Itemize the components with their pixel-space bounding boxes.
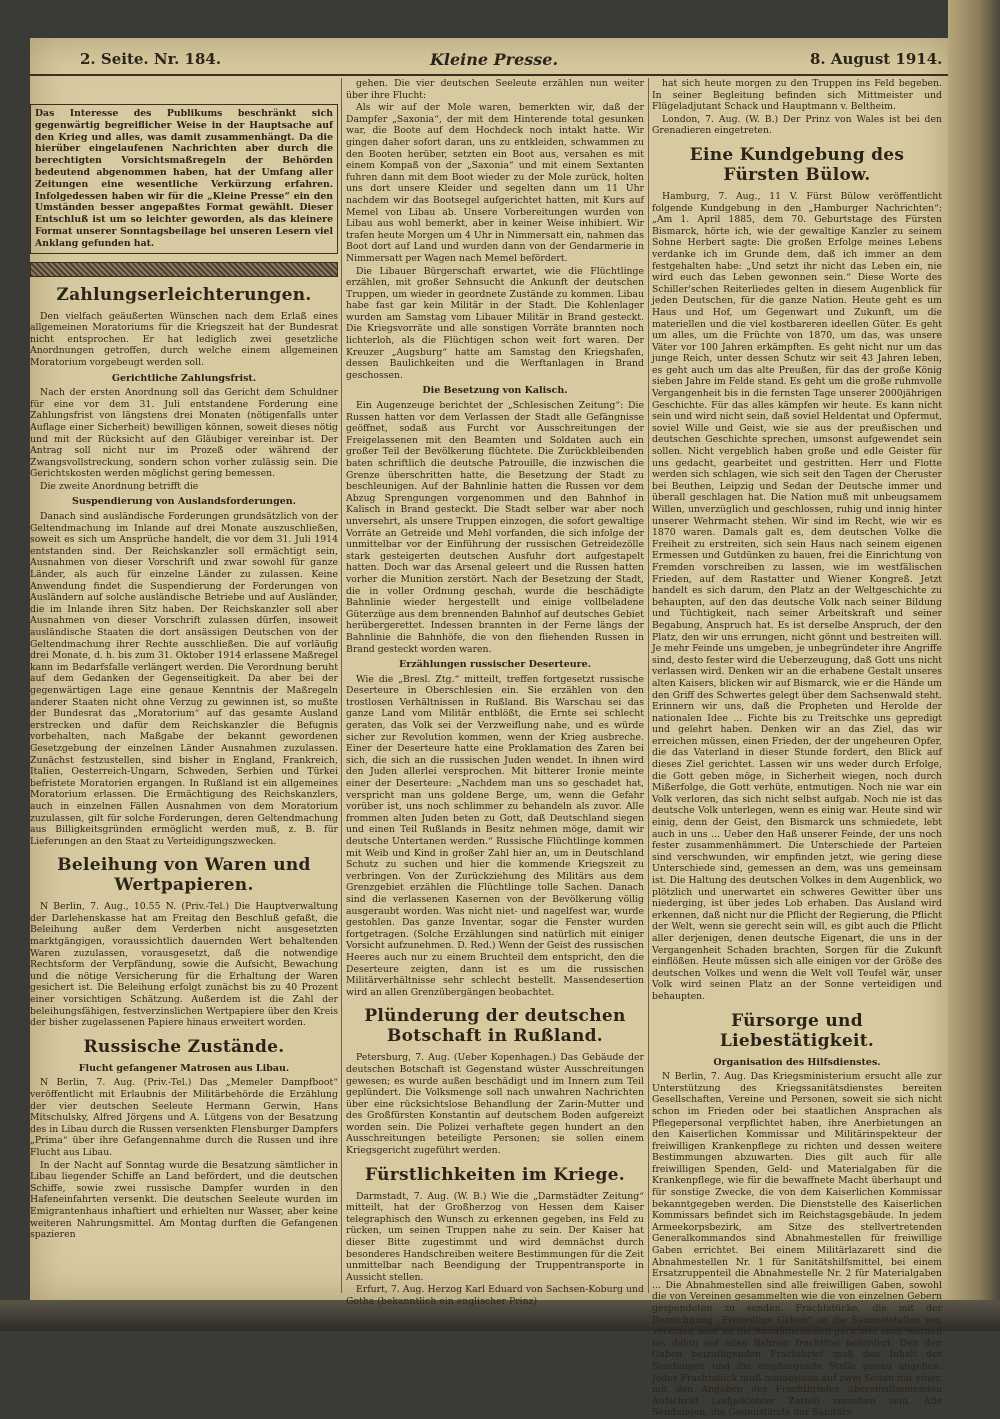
paragraph: Darmstadt, 7. Aug. (W. B.) Wie die „Darmstädter Zeitung“ mitteilt, hat der Großherzog von Hessen dem Kaiser telegraphisch den Wunsch zu erkennen gegeben, ins Feld zu rücken, um seinen Truppen nahe zu sein. Der Kaiser hat dieser Bitte zugestimmt und wird demnächst durch besonderes Handschreiben weitere Bestimmungen für die Zeit unmittelbar nach Beendigung der Truppentransporte in Aussicht stellen. [346,1190,644,1283]
paragraph: London, 7. Aug. (W. B.) Der Prinz von Wales ist bei den Grenadieren eingetreten. [652,113,942,137]
subheading: Die Besetzung von Kalisch. [422,385,568,397]
column-3 [652,78,942,1419]
column-rule [341,78,342,1293]
subheading: Flucht gefangener Matrosen aus Libau. [78,1062,290,1074]
paragraph: Petersburg, 7. Aug. (Ueber Kopenhagen.) Das Gebäude der deutschen Botschaft ist Gegenstand wüster Ausschreitungen gewesen; es wurde außen beschädigt und im Innern zum Teil geplündert. Die Volksmenge soll nach unwahren Nachrichten über eine rücksichtslose Behandlung der Zarin-Mutter und des Großfürsten Konstantin auf deutschem Boden aufgereizt worden sein. Die Polizei verhaftete gegen hundert an den Ausschreitungen beteiligte Personen; sie sollen einem Kriegsgericht zugeführt werden. [346,1052,644,1157]
newspaper-page [30,38,948,1419]
paragraph: hat sich heute morgen zu den Truppen ins Feld begeben. In seiner Begleitung befinden sich Mittmeister und Flügeladjutant Schack und Hauptmann v. Beltheim. [652,78,942,113]
headline-zahlungserleichterungen: Zahlungserleichterungen. [56,284,312,305]
headline-beleihung: Beleihung von Waren und Wertpapieren. [57,855,311,896]
headline-kundgebung-buelow: Eine Kundgebung des Fürsten Bülow. [689,144,905,185]
paragraph: Den vielfach geäußerten Wünschen nach dem Erlaß eines allgemeinen Moratoriums für die Kriegszeit hat der Bundesrat nicht entsprochen. Er hat lediglich zwei gesetzliche Anordnungen getroffen, durch welche einem allgemeinen Moratorium vorgebeugt werden soll. [30,310,338,368]
headline-pluenderung: Plünderung der deutschen Botschaft in Rußland. [364,1006,626,1047]
paragraph: In der Nacht auf Sonntag wurde die Besatzung sämtlicher in Libau liegender Schiffe an Land befördert, und die deutschen Schiffe, sowie zwei russische Dampfer wurden in den Hafeneinfahrten versenkt. Die deutschen Seeleute wurden im Emigrantenhaus inhaftiert und erhielten nur Wasser, aber keine weiteren Nahrungsmittel. Am Montag durften die Gefangenen spazieren [30,1159,338,1241]
paragraph: Ein Augenzeuge berichtet der „Schlesischen Zeitung“: Die Russen hatten vor dem Verlassen der Stadt alle Gefängnisse geöffnet, sodaß aus Furcht vor Ausschreitungen der Freigelassenen mit den Beamten und Soldaten auch ein großer Teil der Bevölkerung flüchtete. Die Zurückbleibenden baten schriftlich die deutsche Patrouille, die inzwischen die Grenze überschritten hatte, die Besetzung der Stadt zu beschleunigen. Auf der Bahnlinie hatten die Russen vor dem Abzug Sprengungen vorgenommen und den Bahnhof in Kalisch in Brand gesteckt. Die Stadt selber war aber noch unversehrt, als unsere Truppen einzogen, die sofort gewaltige Vorräte an Getreide und Mehl vorfanden, die sich infolge der unmittelbar vor der Einführung der russischen Getreidezölle stark gesteigerten deutschen Ausfuhr dort aufgestapelt hatten. Doch war das Arsenal geleert und die Russen hatten vorher die Munition zerstört. Nach der Besetzung der Stadt, die in voller Ordnung geschah, wurde die beschädigte Bahnlinie wieder hergestellt und einige vollbeladene Güterzüge aus dem brennenden Bahnhof auf deutsches Gebiet herübergerettet. Indessen brannten in der Ferne längs der Bahnlinie die Bahnhöfe, die von den fliehenden Russen in Brand gesteckt worden waren. [346,400,644,655]
subheading: Erzählungen russischer Deserteure. [398,659,592,671]
paragraph: Nach der ersten Anordnung soll das Gericht dem Schuldner für eine vor dem 31. Juli entstandene Forderung eine Zahlungsfrist von längstens drei Monaten (nötigenfalls unter Auflage einer Sicherheit) bewilligen können, soweit dieses nötig und mit der Rücksicht auf den Gläubiger vereinbar ist. Der Antrag soll nicht nur im Prozeß oder während der Zwangsvollstreckung, sondern schon vorher zulässig sein. Die Gerichtskosten werden möglichst gering bemessen. [30,387,338,480]
column-rule [648,78,649,1293]
paragraph: Die Libauer Bürgerschaft erwartet, wie die Flüchtlinge erzählen, mit großer Sehnsucht die Ankunft der deutschen Truppen, um wieder in geordnete Zustände zu kommen. Libau habe fast gar kein Militär in der Stadt. Die Kohlenlager wurden am Samstag vom Libauer Militär in Brand gesteckt. Die Kriegsvorräte und alle sonstigen Vorräte brannten noch lichterloh, als die Flüchtigen schon weit fort waren. Der Kreuzer „Augsburg“ hatte am Samstag den Kriegshafen, dessen Baulichkeiten und die Werftanlagen in Brand geschossen. [346,265,644,381]
paragraph: N Berlin, 7. Aug., 10.55 N. (Priv.-Tel.) Die Hauptverwaltung der Darlehenskasse hat am Freitag den Beschluß gefaßt, die Beleihung außer dem Verderben nicht ausgesetzten marktgängigen, voraussichtlich dauernden Wert behaltenden Waren zuzulassen, vorausgesetzt, daß die notwendige Rechtsform der Verpfändung, sowie die Aufsicht, Bewachung und die nötige Versicherung für die Erhaltung der Waren gesichert ist. Die Beleihung erfolgt zunächst bis zu 40 Prozent einer vorsichtigen Schätzung. Außerdem ist die Zahl der beleihungsfähigen, festverzinslichen Wertpapiere über den Kreis der bisher zugelassenen Papiere hinaus erweitert worden. [30,901,338,1029]
paragraph: gehen. Die vier deutschen Seeleute erzählen nun weiter über ihre Flucht: [346,78,644,101]
decorative-bar [30,262,338,277]
format-notice: Das Interesse des Publikums beschränkt sich gegenwärtig begreiflicher Weise in der Hauptsache auf den Krieg und alles, was damit zusammenhängt. Da die hierüber eingelaufenen Nachrichten aber durch die berechtigten Vorsichtsmaßregeln der Behörden bedeutend abgenommen haben, hat der Umfang aller Zeitungen eine wesentliche Verkürzung erfahren. Infolgedessen haben wir für die „Kleine Presse“ ein den Umständen besser angepaßtes Format gewählt. Dieser Entschluß ist um so leichter geworden, als das kleinere Format unserer Sonntagsbeilage bei unseren Lesern viel Anklang gefunden hat. [30,104,338,254]
paragraph: Die zweite Anordnung betrifft die [40,480,199,492]
paragraph: Als wir auf der Mole waren, bemerkten wir, daß der Dampfer „Saxonia“, der mit dem Hinterende total gesunken war, die Boote auf dem Hochdeck noch intakt hatte. Wir gingen daher sofort daran, uns zu entkleiden, schwammen zu den Booten herüber, setzten ein Boot aus, versahen es mit einem Kompaß von der „Saxonia“ und mit einem Sextanten fuhren dann mit dem Boot wieder zu der Mole zurück, holten uns dort unsere Kleider und segelten dann um 11 Uhr nachdem wir das Bootsegel aufgerichtet hatten, mit Kurs auf Memel von Libau ab. Unsere Vorbereitungen wurden von Libau aus wohl bemerkt, aber in keiner Weise inhibiert. Wir trafen heute Morgen um 4 Uhr in Nimmersatt ein, nahmen das Boot dort auf Land und wurden dann von der Gendarmerie in Nimmersatt per Wagen nach Memel befördert. [346,102,644,264]
paragraph: N Berlin, 7. Aug. (Priv.-Tel.) Das „Memeler Dampfboot“ veröffentlicht mit Erlaubnis der Militärbehörde die Erzählung der vier deutschen Seeleute Hermann Gerwin, Hans Mitschulsky, Alfred Jörgens und A. Lütgens von der Besatzung des in Libau durch die Russen versenkten Flensburger Dampfers „Prima“ über ihre Gefangennahme durch die Russen und ihre Flucht aus Libau. [30,1077,338,1158]
paragraph: Hamburg, 7. Aug., 11 V. Fürst Bülow veröffentlicht folgende Kundgebung in den „Hamburger Nachrichten“: „Am 1. April 1885, dem 70. Geburtstage des Fürsten Bismarck, hörte ich, wie der gewaltige Kanzler zu seinem Sohne Herbert sagte: Die großen Erfolge meines Lebens verdanke ich im Grunde dem, daß ich immer an dem festgehalten habe: „Und setzt ihr nicht das Leben ein, nie wird euch das Leben gewonnen sein.“ Diese Worte des Schiller'schen Reiterliedes gelten in diesem Augenblick für jeden Deutschen, für die ganze Nation. Heute geht es um Haus und Hof, um Gegenwart und Zukunft, um die materiellen und die viel kostbareren ideellen Güter. Es geht um alles, um die Früchte von 1870, um das, was unsere Väter vor 100 Jahren erkämpften. Es geht nicht nur um das junge Reich, unter dessen Schutz wir seit 43 Jahren leben, es geht auch um das alte Preußen, für das der große König sieben Jahre im Felde stand. Es geht um die große ruhmvolle Vergangenheit bis in die fernsten Tage unserer 2000jährigen Geschichte. Für das alles kämpfen wir heute. Es kann nicht sein und wird nicht sein, daß soviel Heldentat und Opfermut, soviel Wille und Geist, wie sie aus der preußischen und deutschen Geschichte sprechen, umsonst aufgewendet sein sollen. Nicht vergeblich haben große und edle Geister für uns gedacht, gearbeitet und gestritten. Herr und Flotte werden sich schlagen, wie sich seit den Tagen der Cheruster bei Beuthen, Leipzig und Sedan der Deutsche immer und überall geschlagen hat. Die Nation muß mit unbeugsamem Willen, unverzüglich und geschlossen, ruhig und innig hinter unserer Wehrmacht stehen. Wir sind im Recht, wie wir es 1870 waren. Damals galt es, dem deutschen Volke die Freiheit zu erstreiten, sich sein Haus nach seinem eigenen Ermessen und Gutdünken zu bauen, frei die Einrichtung von Fremden vorschreiben zu lassen, wie im westfälischen Frieden, auf dem Rastatter und Wiener Kongreß. Jetzt handelt es sich darum, den Platz an der Weltgeschichte zu behaupten, auf den das deutsche Volk nach seiner Bildung und Tüchtigkeit, nach seiner Arbeitskraft und seiner Begabung, Anspruch hat. Es ist derselbe Anspruch, der den Platz, den wir uns errungen, nicht gönnt und bestreiten will. Je mehr Feinde uns umgeben, je unbegründeter ihre Angriffe sind, desto fester wird die Ueberzeugung, daß Gott uns nicht verlassen wird. Denken wir an die erhabene Gestalt unseres alten Kaisers, blicken wir auf Bismarck, wie er die Hände um den Griff des Schwertes gelegt über dem Sachsenwald steht. Erinnern wir uns, daß die Propheten und Herolde der nationalen Idee ... Fichte bis zu Treitschke uns gepredigt und gelehrt haben. Denken wir an das Ziel, das wir erreichen müssen, einen Frieden, der der ungeheuren Opfer, die das Vaterland in dieser Stunde fordert, den Blick auf dieses Ziel gerichtet. Lassen wir uns weder durch Erfolge, die Gott geben möge, in Sicherheit wiegen, noch durch Mißerfolge, die Gott verhüte, entmutigen. Noch nie war ein Volk verloren, das sich nicht selbst aufgab. Noch nie ist das deutsche Volk unterlegen, wenn es einig war. Heute sind wir einig, denn der Geist, den Bismarck uns schmiedete, lebt auch in uns ... Ueber den Haß unserer Feinde, der uns noch fester zusammenhämmert. Die Unterschiede der Parteien sind verschwunden, wir empfinden jetzt, wie gering diese Unterschiede sind, gemessen an dem, was uns gemeinsam ist. Die Haltung des deutschen Volkes in dem Augenblick, wo plötzlich und unerwartet ein schweres Gewitter über uns niederging, ist über jedes Lob erhaben. Das Ausland wird erkennen, daß nicht nur die Pflicht der Regierung, die Pflicht der Welt, wenn sie gerecht sein will, es gibt auch die Pflicht aller derjenigen, denen deutsche Eigenart, die uns in der Vergangenheit Schaden brachten, Sorgen für die Zukunft einflößen. Heute müssen sich alle einigen vor der Größe des deutschen Volkes und wenn die Welt voll Teufel wär, unser Volk wird seinen Platz an der Sonne verteidigen und behaupten. [652,190,942,1002]
masthead [30,38,948,76]
book-binding-edge [948,0,1000,1331]
subheading: Organisation des Hilfsdienstes. [713,1056,881,1068]
column-1 [30,78,338,1293]
column-2 [346,78,644,1307]
paragraph: N Berlin, 7. Aug. Das Kriegsministerium ersucht alle zur Unterstützung des Kriegssanitätsdienstes bereiten Gesellschaften, Vereine und Personen, soweit sie sich nicht schon im Frieden oder bei staatlichen Ansprachen als Pflegepersonal verpflichtet haben, ihre Anerbietungen an den Kaiserlichen Kommissar und Militärinspekteur der freiwilligen Krankenpflege zu richten und dessen weitere Bestimmungen abzuwarten. Dies gilt auch für alle freiwilligen Spenden, Geld- und Materialgaben für die Krankenpflege, wie für die bewaffnete Macht überhaupt und für sonstige Zwecke, die von dem Kaiserlichen Kommissar bekanntgegeben werden. Die Dienststelle des Kaiserlichen Kommissars befindet sich im Reichstagsgebäude. In jedem Armeekorpsbezirk, am Sitze des stellvertretenden Generalkommandos sind Abnahmestellen für freiwillige Gaben errichtet. Bei einem Militärlazarett sind die Abnahmestellen Nr. 1 für Sanitätshilfsmittel, bei einem Ersatzruppenteil die Abnahmestelle Nr. 2 für Materialgaben ... Die Abnahmestellen sind alle freiwilligen Gaben, sowohl die von Vereinen gesammelten wie die von einzelnen Gebern gespendeten zu senden. Frachtstücke, die mit der Bezeichnung „Freiwillige Gaben“ an die Sammelstellen von Vereinen oder an die Abnahmestellen gerichtet sind, werden bis dahin auf allen Bahnen frachtfrei befördert. Den den Gaben beizufügenden Frachtbrief muß den Inhalt der Sendungen und die empfangende Stelle genau angeben. Jedes Frachtstück muß mindestens auf zwei Seiten mit einer, mit den Angaben des Frachtbriefes übereinstimmenden Aufschrift (aufgeklebter Zettel) versehen sein. Alle Sendungen, die Gegenstände der Sanitäts- [652,1071,942,1419]
subheading: Suspendierung von Auslandsforderungen. [72,496,296,508]
issue-date: 8. August 1914. [810,50,943,68]
paragraph: Erfurt, 7. Aug. Herzog Karl Eduard von Sachsen-Koburg und Gotha (bekanntlich ein englischer Prinz) [346,1284,644,1307]
page-number: 2. Seite. Nr. 184. [80,50,222,68]
headline-fuersorge: Fürsorge und Liebestätigkeit. [719,1010,875,1051]
subheading: Gerichtliche Zahlungsfrist. [111,372,257,384]
headline-fuerstlichkeiten: Fürstlichkeiten im Kriege. [365,1164,625,1185]
newspaper-title: Kleine Presse. [430,50,559,69]
headline-russische-zustaende: Russische Zustände. [83,1036,285,1057]
paragraph: Danach sind ausländische Forderungen grundsätzlich von der Geltendmachung im Inlande auf drei Monate auszuschließen, soweit es sich um Ansprüche handelt, die vor dem 31. Juli 1914 entstanden sind. Der Reichskanzler soll ermächtigt sein, Ausnahmen von dieser Vorschrift und zwar sowohl für ganze Länder, als auch für einzelne Länder zu zulassen. Keine Anwendung findet die Suspendierung der Forderungen von Ausländern auf solche ausländische Betriebe und auf Ausländer, die im Inlande ihren Sitz haben. Der Reichskanzler soll aber Ausnahmen von dieser Vorschrift zulassen dürfen, insoweit ausländische Staaten die dort ansässigen Deutschen von der Geltendmachung ihrer Rechte ausschließen. Die auf vorläufig drei Monate, d. h. bis zum 31. Oktober 1914 erlassene Maßregel kann im Bedarfsfalle verlängert werden. Die Verordnung beruht auf dem Gedanken der Gegenseitigkeit. Da aber bei der gegenwärtigen Lage eine genaue Kenntnis der Maßregeln anderer Staaten nicht ohne Verzug zu gewinnen ist, so mußte der Bundesrat das „Moratorium“ auf das gesamte Ausland erstrecken und dafür dem Reichskanzler die Befugnis vorbehalten, nach Maßgabe der bekannt gewordenen Gesetzgebung der einzelnen Länder Ausnahmen zuzulassen. Zunächst festzustellen, sind bisher in England, Frankreich, Italien, Oesterreich-Ungarn, Schweden, Serbien und Türkei befristete Moratorien ergangen. In Rußland ist ein allgemeines Moratorium erlassen. Die Ermächtigung des Reichskanzlers, auch in einzelnen Fällen Ausnahmen von dem Moratorium zuzulassen, gilt für solche Forderungen, deren Geltendmachung aus Billigkeitsgründen ermöglicht werden muß, z. B. für Lieferungen an den Staat zu Verteidigungszwecken. [30,511,338,847]
paragraph: Wie die „Bresl. Ztg.“ mitteilt, treffen fortgesetzt russische Deserteure in Oberschlesien ein. Sie erzählen von den trostlosen Verhältnissen in Rußland. Bis Warschau sei das ganze Land vom Militär entblößt, die Ernte sei schlecht geraten, das Volk sei der Verzweiflung nahe, und es würde sicher zur Revolution kommen, wenn der Krieg ausbreche. Einer der Deserteure hatte eine Proklamation des Zaren bei sich, die sich an die russischen Juden wendet. In ihnen wird den Juden allerlei versprochen. Mit bitterer Ironie meinte einer der Deserteure: „Nachdem man uns so geschadet hat, verspricht man uns goldene Berge, um, wenn die Gefahr vorüber ist, uns noch schlimmer zu behandeln als zuvor. Alle frommen alten Juden beten zu Gott, daß Deutschland siegen und einen Teil Rußlands in Besitz nehmen möge, damit wir deutsche Untertanen werden.“ Russische Flüchtlinge kommen mit Weib und Kind in großer Zahl hier an, um in Deutschland Schutz zu suchen und hier die kommende Kriegszeit zu verbringen. Von der Zurückziehung des Militärs aus dem Grenzgebiet erzählen die Flüchtlinge tolle Sachen. Danach sind die verlassenen Kasernen von der Bevölkerung völlig ausgeraubt worden. Was nicht niet- und nagelfest war, wurde gestohlen. Das ganze Inventar, sogar die Fenster wurden fortgetragen. (Solche Erzählungen sind natürlich mit einiger Vorsicht aufzunehmen. D. Red.) Wenn der Geist des russischen Heeres auch nur zu einem Bruchteil dem entspricht, den die Deserteure zeigten, dann ist es um die russischen Militärverhältnisse sehr schlecht bestellt. Massendesertion wird an allen Grenzübergängen beobachtet. [346,673,644,998]
